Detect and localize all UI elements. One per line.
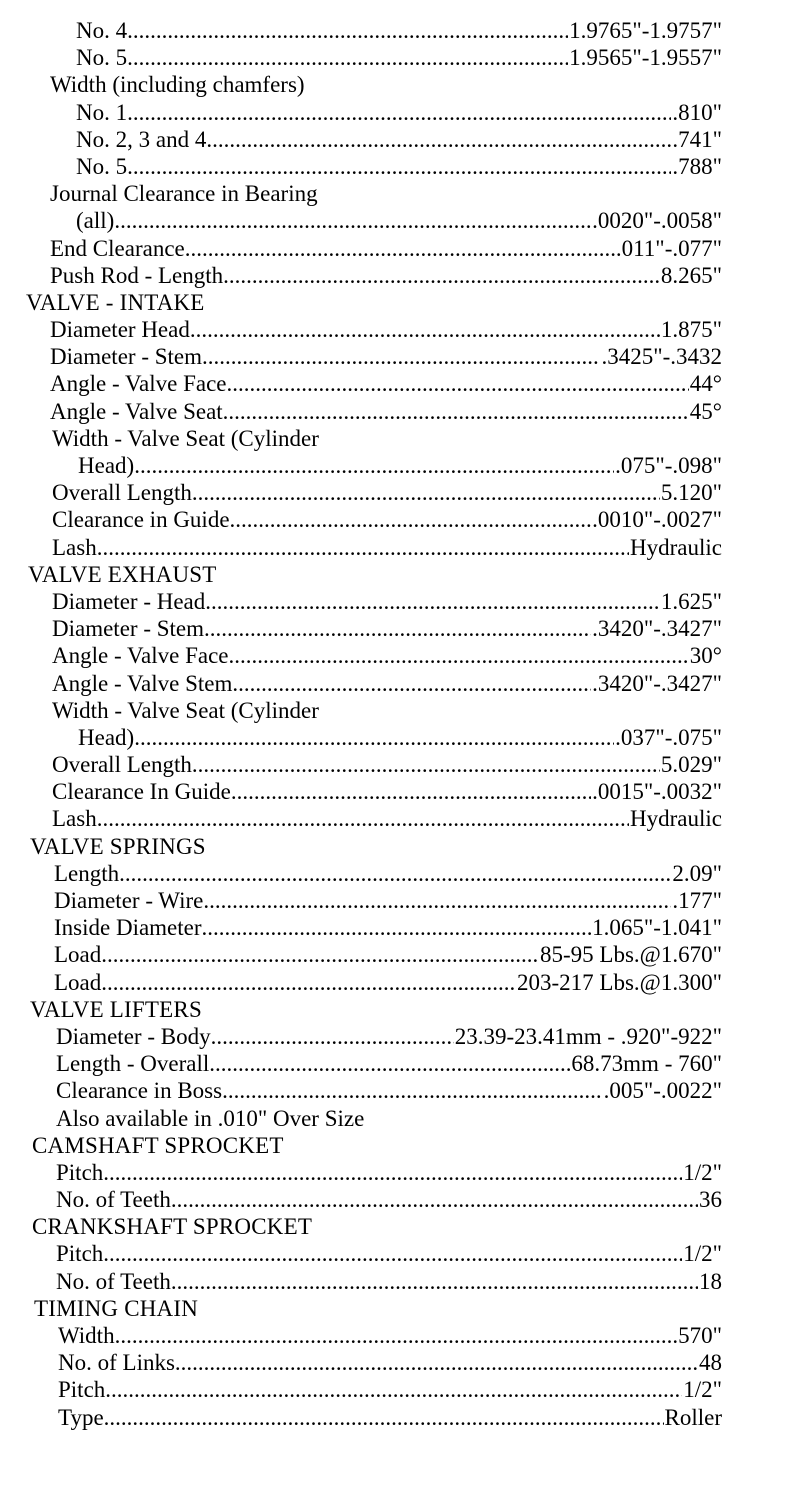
spec-label: No. of Teeth [56, 1187, 171, 1213]
dot-leader [203, 887, 671, 914]
dot-leader [211, 1023, 454, 1050]
spec-subheading [0, 697, 722, 724]
spec-label: Also available in .010" Over Size [56, 1105, 365, 1131]
spec-row [0, 1322, 722, 1349]
spec-label: Clearance In Guide [52, 779, 231, 805]
dot-leader [104, 1404, 664, 1431]
spec-row [0, 506, 722, 533]
dot-leader [101, 941, 539, 968]
spec-row [0, 1240, 722, 1267]
spec-value: 85-95 Lbs.@1.670" [540, 942, 722, 968]
spec-row [0, 914, 722, 941]
spec-row [0, 534, 722, 561]
spec-label: (all) [76, 208, 115, 234]
spec-label: Angle - Valve Stem [52, 670, 233, 696]
spec-value: 68.73mm - 760" [571, 1051, 722, 1077]
spec-label: Length - Overall [56, 1051, 210, 1077]
spec-label: No. 5 [76, 153, 128, 179]
dot-leader [171, 1186, 698, 1213]
spec-value: .570" [672, 1323, 722, 1348]
spec-label: Diameter Head [50, 317, 190, 343]
section-heading [0, 1213, 722, 1240]
section-heading [0, 561, 722, 588]
spec-row [0, 17, 722, 44]
spec-value: .3420"-.3427" [592, 616, 722, 642]
spec-label: Head) [78, 724, 135, 750]
spec-label: Width - Valve Seat (Cylinder [52, 425, 319, 451]
dot-leader [222, 1077, 602, 1104]
spec-label: No. of Teeth [56, 1268, 171, 1294]
section-title: VALVE SPRINGS [30, 833, 206, 859]
dot-leader [127, 99, 671, 126]
spec-label: Lash [52, 534, 97, 560]
spec-value: 1/2" [683, 1159, 722, 1185]
spec-row [0, 99, 722, 126]
section-title: CRANKSHAFT SPROCKET [32, 1214, 313, 1240]
spec-value: .005"-.0022" [603, 1078, 722, 1104]
dot-leader [97, 534, 629, 561]
spec-row [0, 1023, 722, 1050]
spec-value: Roller [664, 1404, 722, 1430]
spec-label: Pitch [56, 1159, 104, 1185]
spec-value: .075"-.098" [615, 453, 722, 478]
spec-row [0, 316, 722, 343]
spec-label: No. 4 [76, 18, 128, 43]
spec-label: Lash [52, 806, 97, 832]
spec-value: .3420"-.3427" [592, 670, 722, 696]
spec-label: Load [54, 942, 102, 968]
spec-label: No. of Links [58, 1350, 175, 1376]
spec-row [0, 235, 722, 262]
spec-label: Width [58, 1323, 115, 1348]
spec-row [0, 1349, 722, 1376]
dot-leader [171, 1268, 698, 1295]
spec-value: .3425"-.3432 [601, 344, 722, 370]
spec-label: Angle - Valve Face [52, 643, 229, 669]
spec-row [0, 805, 722, 832]
section-heading [0, 1132, 722, 1159]
section-heading [0, 1295, 722, 1322]
spec-row [0, 1268, 722, 1295]
spec-row [0, 479, 722, 506]
spec-label: Push Rod - Length [50, 262, 224, 288]
spec-row [0, 1376, 722, 1403]
dot-leader [101, 969, 516, 996]
dot-leader [97, 805, 629, 832]
spec-row [0, 887, 722, 914]
spec-row [0, 1404, 722, 1431]
spec-row [0, 1186, 722, 1213]
spec-value: 5.029" [660, 752, 722, 778]
section-title: VALVE EXHAUST [28, 561, 217, 587]
spec-value: 48 [699, 1350, 722, 1376]
spec-row [0, 1077, 722, 1104]
spec-value: .0020"-.0058" [592, 208, 722, 234]
dot-leader [175, 1349, 698, 1376]
spec-value: 45° [689, 398, 722, 424]
spec-row [0, 343, 722, 370]
spec-label: Pitch [56, 1241, 104, 1267]
spec-subheading [0, 425, 722, 452]
dot-leader [192, 479, 660, 506]
dot-leader [229, 642, 689, 669]
spec-row [0, 126, 722, 153]
spec-label: No. 1 [76, 99, 128, 125]
spec-row [0, 207, 722, 234]
spec-row [0, 615, 722, 642]
spec-value: 23.39-23.41mm - .920"-922" [454, 1023, 722, 1049]
dot-leader [223, 398, 689, 425]
spec-label: Inside Diameter [54, 915, 202, 941]
spec-label: Diameter - Stem [50, 344, 203, 370]
spec-row [0, 1050, 722, 1077]
spec-label: Load [54, 969, 102, 995]
spec-label: Width - Valve Seat (Cylinder [52, 697, 319, 723]
spec-label: Width (including chamfers) [50, 72, 305, 98]
spec-value: Hydraulic [630, 806, 722, 832]
dot-leader [204, 615, 591, 642]
spec-value: .037"-.075" [615, 724, 722, 750]
spec-value: 36 [699, 1187, 722, 1213]
spec-label: Clearance in Guide [52, 507, 230, 533]
spec-row [0, 860, 722, 887]
dot-leader [205, 588, 660, 615]
spec-value: 1.065"-1.041" [592, 915, 722, 941]
spec-subheading [0, 180, 722, 207]
dot-leader [192, 751, 660, 778]
dot-leader [206, 126, 671, 153]
dot-leader [185, 235, 615, 262]
spec-label: Length [54, 860, 120, 886]
dot-leader [134, 724, 614, 751]
spec-value: Hydraulic [630, 534, 722, 560]
spec-value: 1.875" [660, 317, 722, 343]
dot-leader [134, 452, 614, 479]
spec-row [0, 724, 722, 751]
dot-leader [232, 670, 591, 697]
dot-leader [202, 914, 592, 941]
spec-value: .011"-.077" [615, 235, 722, 261]
spec-subheading [0, 71, 722, 98]
section-title: CAMSHAFT SPROCKET [32, 1132, 284, 1158]
spec-label: Journal Clearance in Bearing [50, 181, 318, 207]
spec-value: 2.09" [672, 860, 722, 886]
spec-value: 1/2" [683, 1241, 722, 1267]
spec-value: 30° [689, 643, 722, 669]
section-title: TIMING CHAIN [34, 1295, 199, 1321]
spec-row [0, 398, 722, 425]
spec-value: .177" [672, 888, 722, 913]
spec-row [0, 262, 722, 289]
spec-value: .810" [672, 99, 722, 125]
spec-value: .0015"-.0032" [592, 779, 722, 805]
spec-row [0, 751, 722, 778]
spec-value: .0010"-.0027" [592, 507, 722, 533]
dot-leader [103, 1240, 682, 1267]
section-heading [0, 289, 722, 316]
spec-value: 5.120" [660, 480, 722, 506]
spec-value: 1.625" [660, 588, 722, 614]
spec-row [0, 1159, 722, 1186]
dot-leader [105, 1376, 682, 1403]
dot-leader [127, 17, 568, 44]
spec-sheet [0, 17, 800, 1431]
spec-label: Overall Length [52, 752, 192, 778]
spec-row [0, 642, 722, 669]
spec-row [0, 588, 722, 615]
spec-label: End Clearance [50, 235, 185, 261]
dot-leader [190, 316, 660, 343]
spec-row [0, 941, 722, 968]
spec-value: 1.9565"-1.9557" [569, 45, 722, 71]
spec-label: Type [58, 1404, 104, 1430]
dot-leader [227, 370, 689, 397]
spec-label: Diameter - Head [52, 588, 206, 614]
dot-leader [114, 207, 591, 234]
spec-label: Head) [78, 453, 135, 478]
spec-row [0, 778, 722, 805]
spec-row [0, 452, 722, 479]
spec-row [0, 44, 722, 71]
dot-leader [127, 44, 568, 71]
spec-value: 1.9765"-1.9757" [569, 18, 722, 43]
spec-row [0, 153, 722, 180]
section-title: VALVE LIFTERS [30, 996, 202, 1022]
dot-leader [103, 1159, 682, 1186]
section-title: VALVE - INTAKE [26, 289, 205, 315]
spec-label: Overall Length [52, 480, 192, 506]
dot-leader [223, 262, 660, 289]
spec-value: 44° [689, 371, 722, 397]
spec-value: .788" [672, 153, 722, 179]
spec-label: No. 2, 3 and 4 [76, 126, 207, 152]
spec-value: 8.265" [660, 262, 722, 288]
spec-subheading [0, 1105, 722, 1132]
spec-label: Diameter - Stem [52, 616, 205, 642]
dot-leader [231, 778, 591, 805]
dot-leader [209, 1050, 570, 1077]
spec-value: 1/2" [683, 1377, 722, 1403]
dot-leader [230, 506, 592, 533]
spec-value: 18 [699, 1268, 722, 1294]
spec-label: Angle - Valve Face [50, 371, 227, 397]
section-heading [0, 833, 722, 860]
spec-label: Pitch [58, 1377, 106, 1403]
dot-leader [119, 860, 671, 887]
spec-row [0, 370, 722, 397]
dot-leader [202, 343, 600, 370]
spec-row [0, 670, 722, 697]
section-heading [0, 996, 722, 1023]
spec-label: Diameter - Body [56, 1023, 211, 1049]
dot-leader [127, 153, 671, 180]
spec-label: Clearance in Boss [56, 1078, 223, 1104]
spec-label: No. 5 [76, 45, 128, 71]
spec-value: 203-217 Lbs.@1.300" [517, 969, 722, 995]
spec-row [0, 969, 722, 996]
spec-value: .741" [672, 126, 722, 152]
dot-leader [115, 1322, 672, 1349]
spec-label: Diameter - Wire [54, 888, 204, 913]
spec-label: Angle - Valve Seat [50, 398, 223, 424]
